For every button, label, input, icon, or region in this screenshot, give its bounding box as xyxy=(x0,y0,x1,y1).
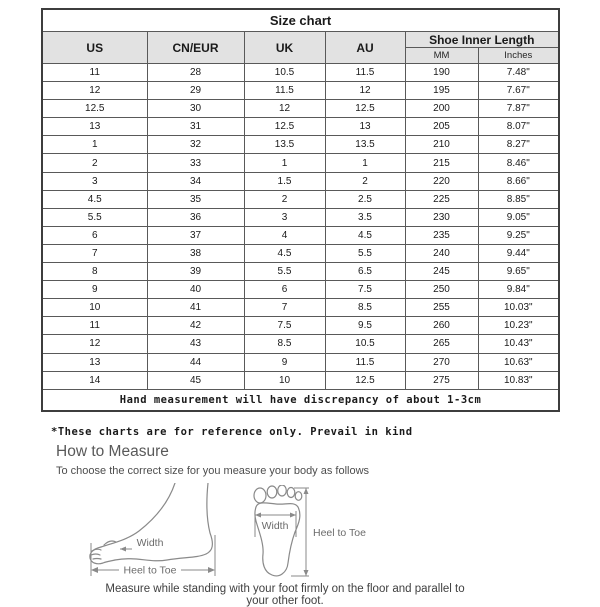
size-cell: 205 xyxy=(405,118,478,136)
size-cell: 260 xyxy=(405,317,478,335)
column-header-uk: UK xyxy=(244,32,325,64)
size-cell: 13 xyxy=(325,118,405,136)
size-cell: 6 xyxy=(244,281,325,299)
size-cell: 35 xyxy=(147,190,244,208)
size-cell: 7 xyxy=(42,244,147,262)
size-cell: 1 xyxy=(42,136,147,154)
size-cell: 4.5 xyxy=(325,226,405,244)
size-cell: 7.5 xyxy=(325,281,405,299)
size-cell: 9.65" xyxy=(478,263,559,281)
size-cell: 4.5 xyxy=(42,190,147,208)
size-cell: 220 xyxy=(405,172,478,190)
size-cell: 13 xyxy=(42,118,147,136)
size-cell: 1 xyxy=(325,154,405,172)
table-row xyxy=(42,208,559,226)
size-cell: 9.5 xyxy=(325,317,405,335)
table-row xyxy=(42,281,559,299)
size-cell: 10 xyxy=(42,299,147,317)
size-cell: 13.5 xyxy=(325,136,405,154)
size-chart xyxy=(41,8,558,412)
width-label-sole: Width xyxy=(261,520,289,532)
size-cell: 12 xyxy=(244,100,325,118)
size-cell: 11.5 xyxy=(325,353,405,371)
size-cell: 5.5 xyxy=(42,208,147,226)
size-cell: 8.46" xyxy=(478,154,559,172)
size-cell: 7.5 xyxy=(244,317,325,335)
size-cell: 8.5 xyxy=(244,335,325,353)
size-cell: 8.66" xyxy=(478,172,559,190)
size-cell: 245 xyxy=(405,263,478,281)
foot-sole-diagram xyxy=(246,485,374,581)
size-cell: 265 xyxy=(405,335,478,353)
table-row xyxy=(42,353,559,371)
table-row xyxy=(42,244,559,262)
size-cell: 44 xyxy=(147,353,244,371)
column-header-au: AU xyxy=(325,32,405,64)
size-cell: 33 xyxy=(147,154,244,172)
size-cell: 4 xyxy=(244,226,325,244)
table-row xyxy=(42,371,559,389)
width-label-side: Width xyxy=(136,537,164,549)
heel-to-toe-label-side: Heel to Toe xyxy=(123,564,177,577)
size-cell: 2.5 xyxy=(325,190,405,208)
size-cell: 12.5 xyxy=(42,100,147,118)
table-row xyxy=(42,118,559,136)
size-cell: 275 xyxy=(405,371,478,389)
size-cell: 10.5 xyxy=(325,335,405,353)
size-cell: 5.5 xyxy=(244,263,325,281)
size-cell: 8 xyxy=(42,263,147,281)
size-cell: 5.5 xyxy=(325,244,405,262)
size-cell: 39 xyxy=(147,263,244,281)
size-cell: 9.44" xyxy=(478,244,559,262)
table-row xyxy=(42,335,559,353)
size-cell: 12.5 xyxy=(325,100,405,118)
heel-to-toe-label-sole: Heel to Toe xyxy=(313,527,366,539)
size-cell: 37 xyxy=(147,226,244,244)
size-cell: 41 xyxy=(147,299,244,317)
size-cell: 45 xyxy=(147,371,244,389)
size-cell: 8.07" xyxy=(478,118,559,136)
size-cell: 6 xyxy=(42,226,147,244)
column-header-us: US xyxy=(42,32,147,64)
size-cell: 225 xyxy=(405,190,478,208)
table-row xyxy=(42,263,559,281)
table-row xyxy=(42,190,559,208)
size-cell: 8.27" xyxy=(478,136,559,154)
column-header-cn-eur: CN/EUR xyxy=(147,32,244,64)
size-cell: 3 xyxy=(42,172,147,190)
table-row xyxy=(42,317,559,335)
table-row xyxy=(42,154,559,172)
size-cell: 10.5 xyxy=(244,64,325,82)
measure-instruction-note: Measure while standing with your foot firmly on the floor and parallel to your other foot. xyxy=(105,583,465,607)
size-cell: 13.5 xyxy=(244,136,325,154)
size-cell: 43 xyxy=(147,335,244,353)
size-cell: 235 xyxy=(405,226,478,244)
column-header-mm: MM xyxy=(405,48,478,64)
size-cell: 200 xyxy=(405,100,478,118)
size-cell: 270 xyxy=(405,353,478,371)
size-cell: 240 xyxy=(405,244,478,262)
size-cell: 1.5 xyxy=(244,172,325,190)
table-row xyxy=(42,226,559,244)
size-cell: 29 xyxy=(147,82,244,100)
how-to-measure-subtitle: To choose the correct size for you measure your body as follows xyxy=(56,465,370,477)
how-to-measure-title: How to Measure xyxy=(56,443,169,460)
size-cell: 38 xyxy=(147,244,244,262)
size-chart-table xyxy=(41,8,560,412)
table-row xyxy=(42,64,559,82)
size-cell: 3.5 xyxy=(325,208,405,226)
table-row xyxy=(42,100,559,118)
size-cell: 30 xyxy=(147,100,244,118)
size-cell: 10.63" xyxy=(478,353,559,371)
size-cell: 8.5 xyxy=(325,299,405,317)
size-cell: 255 xyxy=(405,299,478,317)
size-cell: 10 xyxy=(244,371,325,389)
size-cell: 11.5 xyxy=(244,82,325,100)
size-cell: 12.5 xyxy=(325,371,405,389)
table-footer-note: Hand measurement will have discrepancy of about 1-3cm xyxy=(42,389,559,411)
size-cell: 190 xyxy=(405,64,478,82)
size-cell: 250 xyxy=(405,281,478,299)
size-cell: 13 xyxy=(42,353,147,371)
size-cell: 9 xyxy=(244,353,325,371)
size-cell: 10.83" xyxy=(478,371,559,389)
size-cell: 14 xyxy=(42,371,147,389)
size-cell: 8.85" xyxy=(478,190,559,208)
size-cell: 12 xyxy=(325,82,405,100)
size-cell: 2 xyxy=(325,172,405,190)
size-cell: 28 xyxy=(147,64,244,82)
size-cell: 31 xyxy=(147,118,244,136)
size-cell: 7.67" xyxy=(478,82,559,100)
size-cell: 195 xyxy=(405,82,478,100)
size-cell: 42 xyxy=(147,317,244,335)
size-cell: 32 xyxy=(147,136,244,154)
size-cell: 40 xyxy=(147,281,244,299)
size-table-body xyxy=(42,64,559,390)
size-cell: 2 xyxy=(42,154,147,172)
size-cell: 9 xyxy=(42,281,147,299)
table-row xyxy=(42,299,559,317)
column-header-inches: Inches xyxy=(478,48,559,64)
size-cell: 10.43" xyxy=(478,335,559,353)
size-cell: 1 xyxy=(244,154,325,172)
size-cell: 36 xyxy=(147,208,244,226)
column-group-shoe-inner-length: Shoe Inner Length xyxy=(405,32,559,48)
size-cell: 3 xyxy=(244,208,325,226)
reference-note: *These charts are for reference only. Prevail in kind xyxy=(51,426,413,438)
size-cell: 10.23" xyxy=(478,317,559,335)
table-row xyxy=(42,172,559,190)
size-cell: 210 xyxy=(405,136,478,154)
size-cell: 7.48" xyxy=(478,64,559,82)
size-cell: 12 xyxy=(42,82,147,100)
size-cell: 2 xyxy=(244,190,325,208)
foot-side-view-icon xyxy=(87,483,219,579)
foot-sole-view-icon xyxy=(246,485,374,581)
size-cell: 9.84" xyxy=(478,281,559,299)
size-cell: 11.5 xyxy=(325,64,405,82)
size-cell: 7.87" xyxy=(478,100,559,118)
foot-side-diagram xyxy=(87,483,219,579)
size-cell: 10.03" xyxy=(478,299,559,317)
size-cell: 11 xyxy=(42,317,147,335)
size-cell: 11 xyxy=(42,64,147,82)
size-cell: 6.5 xyxy=(325,263,405,281)
size-cell: 230 xyxy=(405,208,478,226)
size-cell: 4.5 xyxy=(244,244,325,262)
size-cell: 7 xyxy=(244,299,325,317)
size-cell: 12.5 xyxy=(244,118,325,136)
size-cell: 9.25" xyxy=(478,226,559,244)
size-cell: 215 xyxy=(405,154,478,172)
size-cell: 9.05" xyxy=(478,208,559,226)
size-cell: 34 xyxy=(147,172,244,190)
size-cell: 12 xyxy=(42,335,147,353)
table-row xyxy=(42,82,559,100)
table-title: Size chart xyxy=(42,9,559,32)
table-row xyxy=(42,136,559,154)
